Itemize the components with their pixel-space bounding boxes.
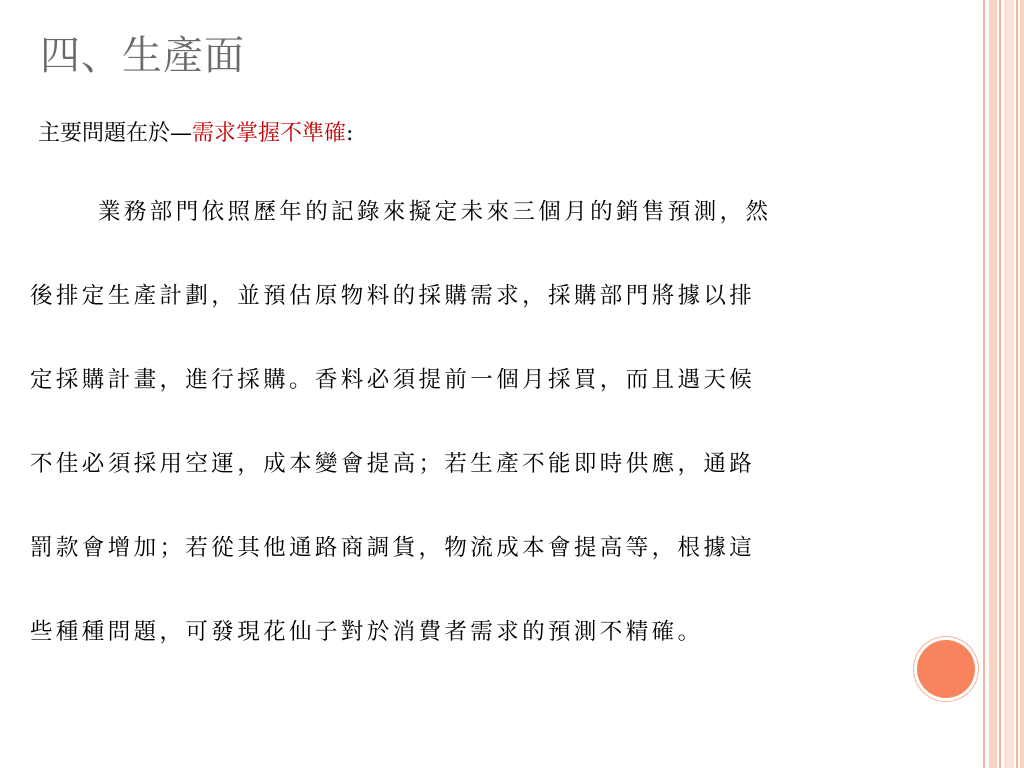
body-line-4: 不佳必須採用空運，成本變會提高；若生產不能即時供應，通路 bbox=[30, 451, 756, 477]
body-line-3: 定採購計畫，進行採購。香料必須提前一個月採買，而且遇天候 bbox=[30, 367, 756, 393]
lead-prefix: 主要問題在於— bbox=[38, 121, 193, 146]
decorative-circle-icon bbox=[917, 640, 975, 698]
body-line-2: 後排定生產計劃，並預估原物料的採購需求，採購部門將據以排 bbox=[30, 283, 756, 309]
body-line-1: 業務部門依照歷年的記錄來擬定未來三個月的銷售預測，然 bbox=[98, 199, 772, 225]
decorative-stripe bbox=[1020, 0, 1024, 768]
body-line-6: 些種種問題，可發現花仙子對於消費者需求的預測不精確。 bbox=[30, 619, 704, 645]
body-line-5: 罰款會增加；若從其他通路商調貨，物流成本會提高等，根據這 bbox=[30, 535, 756, 561]
slide-title: 四、生產面 bbox=[40, 33, 245, 79]
lead-suffix: : bbox=[346, 121, 354, 146]
decorative-stripe bbox=[989, 0, 997, 768]
decorative-stripe bbox=[1004, 0, 1014, 768]
body-paragraph bbox=[30, 180, 984, 684]
decorative-stripe bbox=[1016, 0, 1018, 768]
lead-highlight: 需求掌握不準確 bbox=[192, 121, 347, 146]
decorative-stripe bbox=[999, 0, 1001, 768]
lead-sentence bbox=[38, 118, 353, 150]
